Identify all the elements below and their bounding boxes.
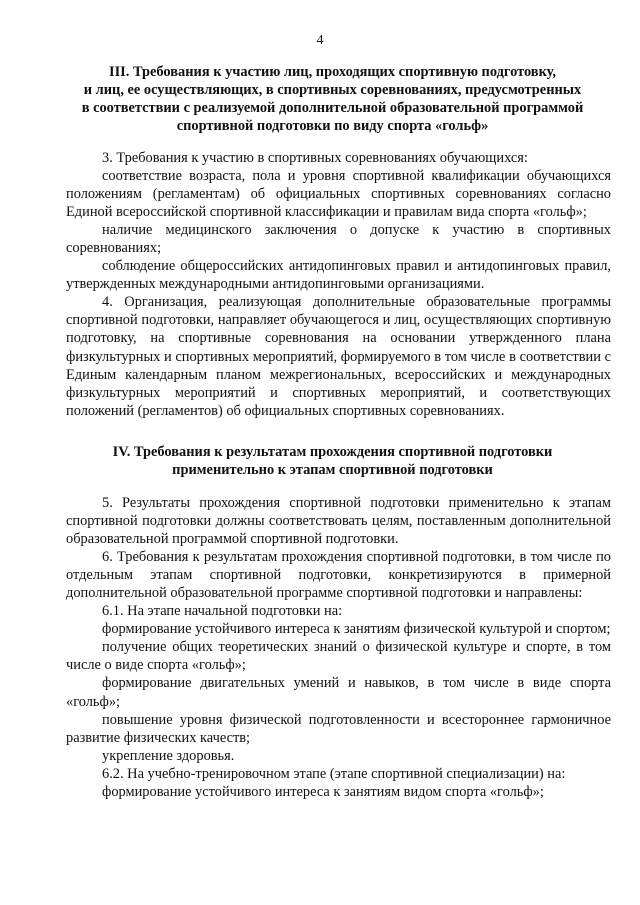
section-3-heading: [60, 63, 605, 135]
heading-line: спортивной подготовки по виду спорта «гольф»: [176, 118, 489, 134]
list-item-golf-interest: формирование устойчивого интереса к занятиям видом спорта «гольф»;: [102, 783, 544, 800]
list-item-medical-certificate: наличие медицинского заключения о допуске к участию в спортивных соревнованиях;: [66, 222, 611, 257]
section-3-body: [66, 149, 611, 420]
heading-line: III. Требования к участию лиц, проходящих спортивную подготовку,: [108, 64, 557, 80]
paragraph-6-2: 6.2. На учебно-тренировочном этапе (этапе спортивной специализации) на:: [102, 765, 566, 782]
heading-line: и лиц, ее осуществляющих, в спортивных соревнованиях, предусмотренных: [83, 82, 582, 98]
list-item-motor-skills: формирование двигательных умений и навыков, в том числе в виде спорта «гольф»;: [66, 675, 611, 710]
paragraph-6: 6. Требования к результатам прохождения спортивной подготовки, в том числе по отдельным этапам спортивной подготовки, конкретизируются в примерной дополнительной образовательной программе спортивной подготовки и направлены:: [66, 549, 611, 602]
page-number: 4: [316, 33, 324, 48]
list-item-physical-fitness: повышение уровня физической подготовленности и всестороннее гармоничное развитие физических качеств;: [66, 711, 611, 746]
section-4-heading: [60, 443, 605, 479]
paragraph-6-1: 6.1. На этапе начальной подготовки на:: [102, 603, 343, 620]
list-item-antidoping: соблюдение общероссийских антидопинговых правил и антидопинговых правил, утвержденных международными антидопинговыми организациями.: [66, 258, 611, 293]
paragraph-4: 4. Организация, реализующая дополнительные образовательные программы спортивной подготовки, направляет обучающегося и лиц, осуществляющих спортивную подготовку, на спортивные соревнования на основании утвержденного плана физкультурных и спортивных мероприятий, формируемого в том числе в соответствии с Единым календарным планом межрегиональных, всероссийских и международных физкультурных мероприятий и спортивных мероприятий, и соответствующих положений (регламентов) об официальных спортивных соревнованиях.: [66, 294, 611, 419]
paragraph-3: 3. Требования к участию в спортивных соревнованиях обучающихся:: [102, 150, 528, 166]
list-item-health: укрепление здоровья.: [102, 747, 235, 764]
heading-line: IV. Требования к результатам прохождения спортивной подготовки: [112, 444, 553, 460]
paragraph-5: 5. Результаты прохождения спортивной подготовки применительно к этапам спортивной подготовки должны соответствовать целям, поставленным дополнительной образовательной программой спортивной подготовки.: [66, 495, 611, 548]
section-4-body: [66, 494, 611, 801]
list-item-knowledge: получение общих теоретических знаний о физической культуре и спорте, в том числе о виде спорта «гольф»;: [66, 639, 611, 674]
list-item-age-requirement: соответствие возраста, пола и уровня спортивной квалификации обучающихся положениям (регламентам) об официальных спортивных соревнованиях согласно Единой всероссийской спортивной классификации и правилам вида спорта «гольф»;: [66, 168, 611, 221]
list-item-interest: формирование устойчивого интереса к занятиям физической культурой и спортом;: [102, 621, 611, 638]
heading-line: в соответствии с реализуемой дополнительной образовательной программой: [81, 100, 584, 116]
heading-line: применительно к этапам спортивной подготовки: [172, 462, 493, 478]
